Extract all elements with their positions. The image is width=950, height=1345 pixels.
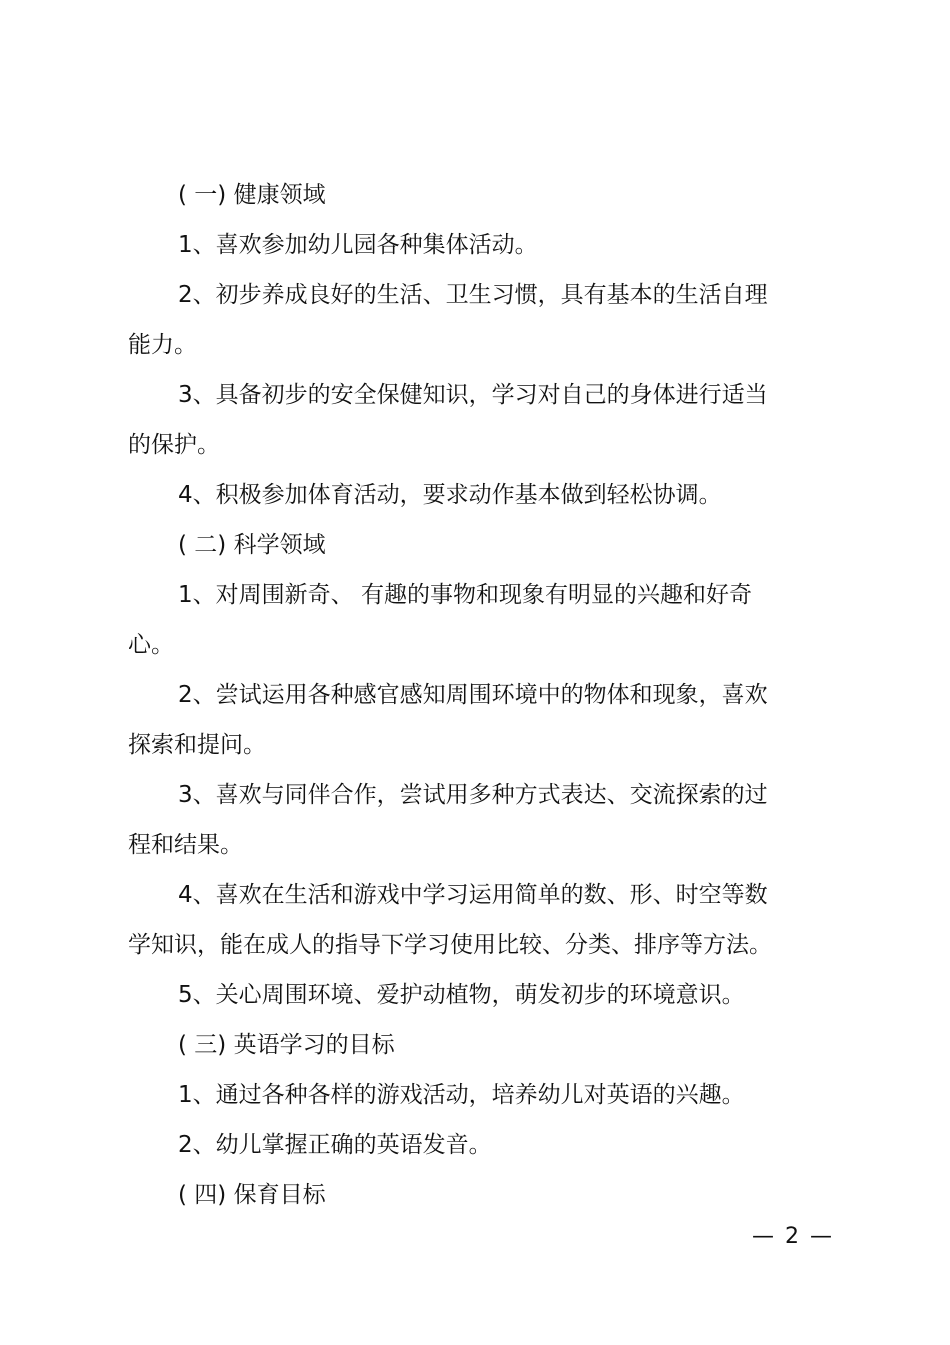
english-item-1: 1、通过各种各样的游戏活动，培养幼儿对英语的兴趣。: [178, 1082, 745, 1108]
health-item-4: 4、积极参加体育活动，要求动作基本做到轻松协调。: [178, 482, 722, 508]
science-item-4: 4、喜欢在生活和游戏中学习运用简单的数、形、时空等数学知识，能在成人的指导下学习使用比较、分类、排序等方法。: [128, 882, 772, 958]
health-item-3: 3、具备初步的安全保健知识，学习对自己的身体进行适当的保护。: [128, 382, 768, 458]
document-body: [128, 170, 788, 1220]
science-item-1: 1、对周围新奇、 有趣的事物和现象有明显的兴趣和好奇心。: [128, 582, 752, 658]
health-item-1: 1、喜欢参加幼儿园各种集体活动。: [178, 232, 538, 258]
section-heading-english: ( 三) 英语学习的目标: [178, 1032, 395, 1058]
page-number: — 2 —: [752, 1224, 834, 1249]
section-heading-science: ( 二) 科学领域: [178, 532, 326, 558]
health-item-2: 2、初步养成良好的生活、卫生习惯，具有基本的生活自理能力。: [128, 282, 768, 358]
english-item-2: 2、幼儿掌握正确的英语发音。: [178, 1132, 492, 1158]
science-item-3: 3、喜欢与同伴合作，尝试用多种方式表达、交流探索的过程和结果。: [128, 782, 768, 858]
section-heading-care: ( 四) 保育目标: [178, 1182, 326, 1208]
science-item-2: 2、尝试运用各种感官感知周围环境中的物体和现象，喜欢探索和提问。: [128, 682, 768, 758]
section-heading-health: ( 一) 健康领域: [178, 182, 326, 208]
science-item-5: 5、关心周围环境、爱护动植物，萌发初步的环境意识。: [178, 982, 745, 1008]
